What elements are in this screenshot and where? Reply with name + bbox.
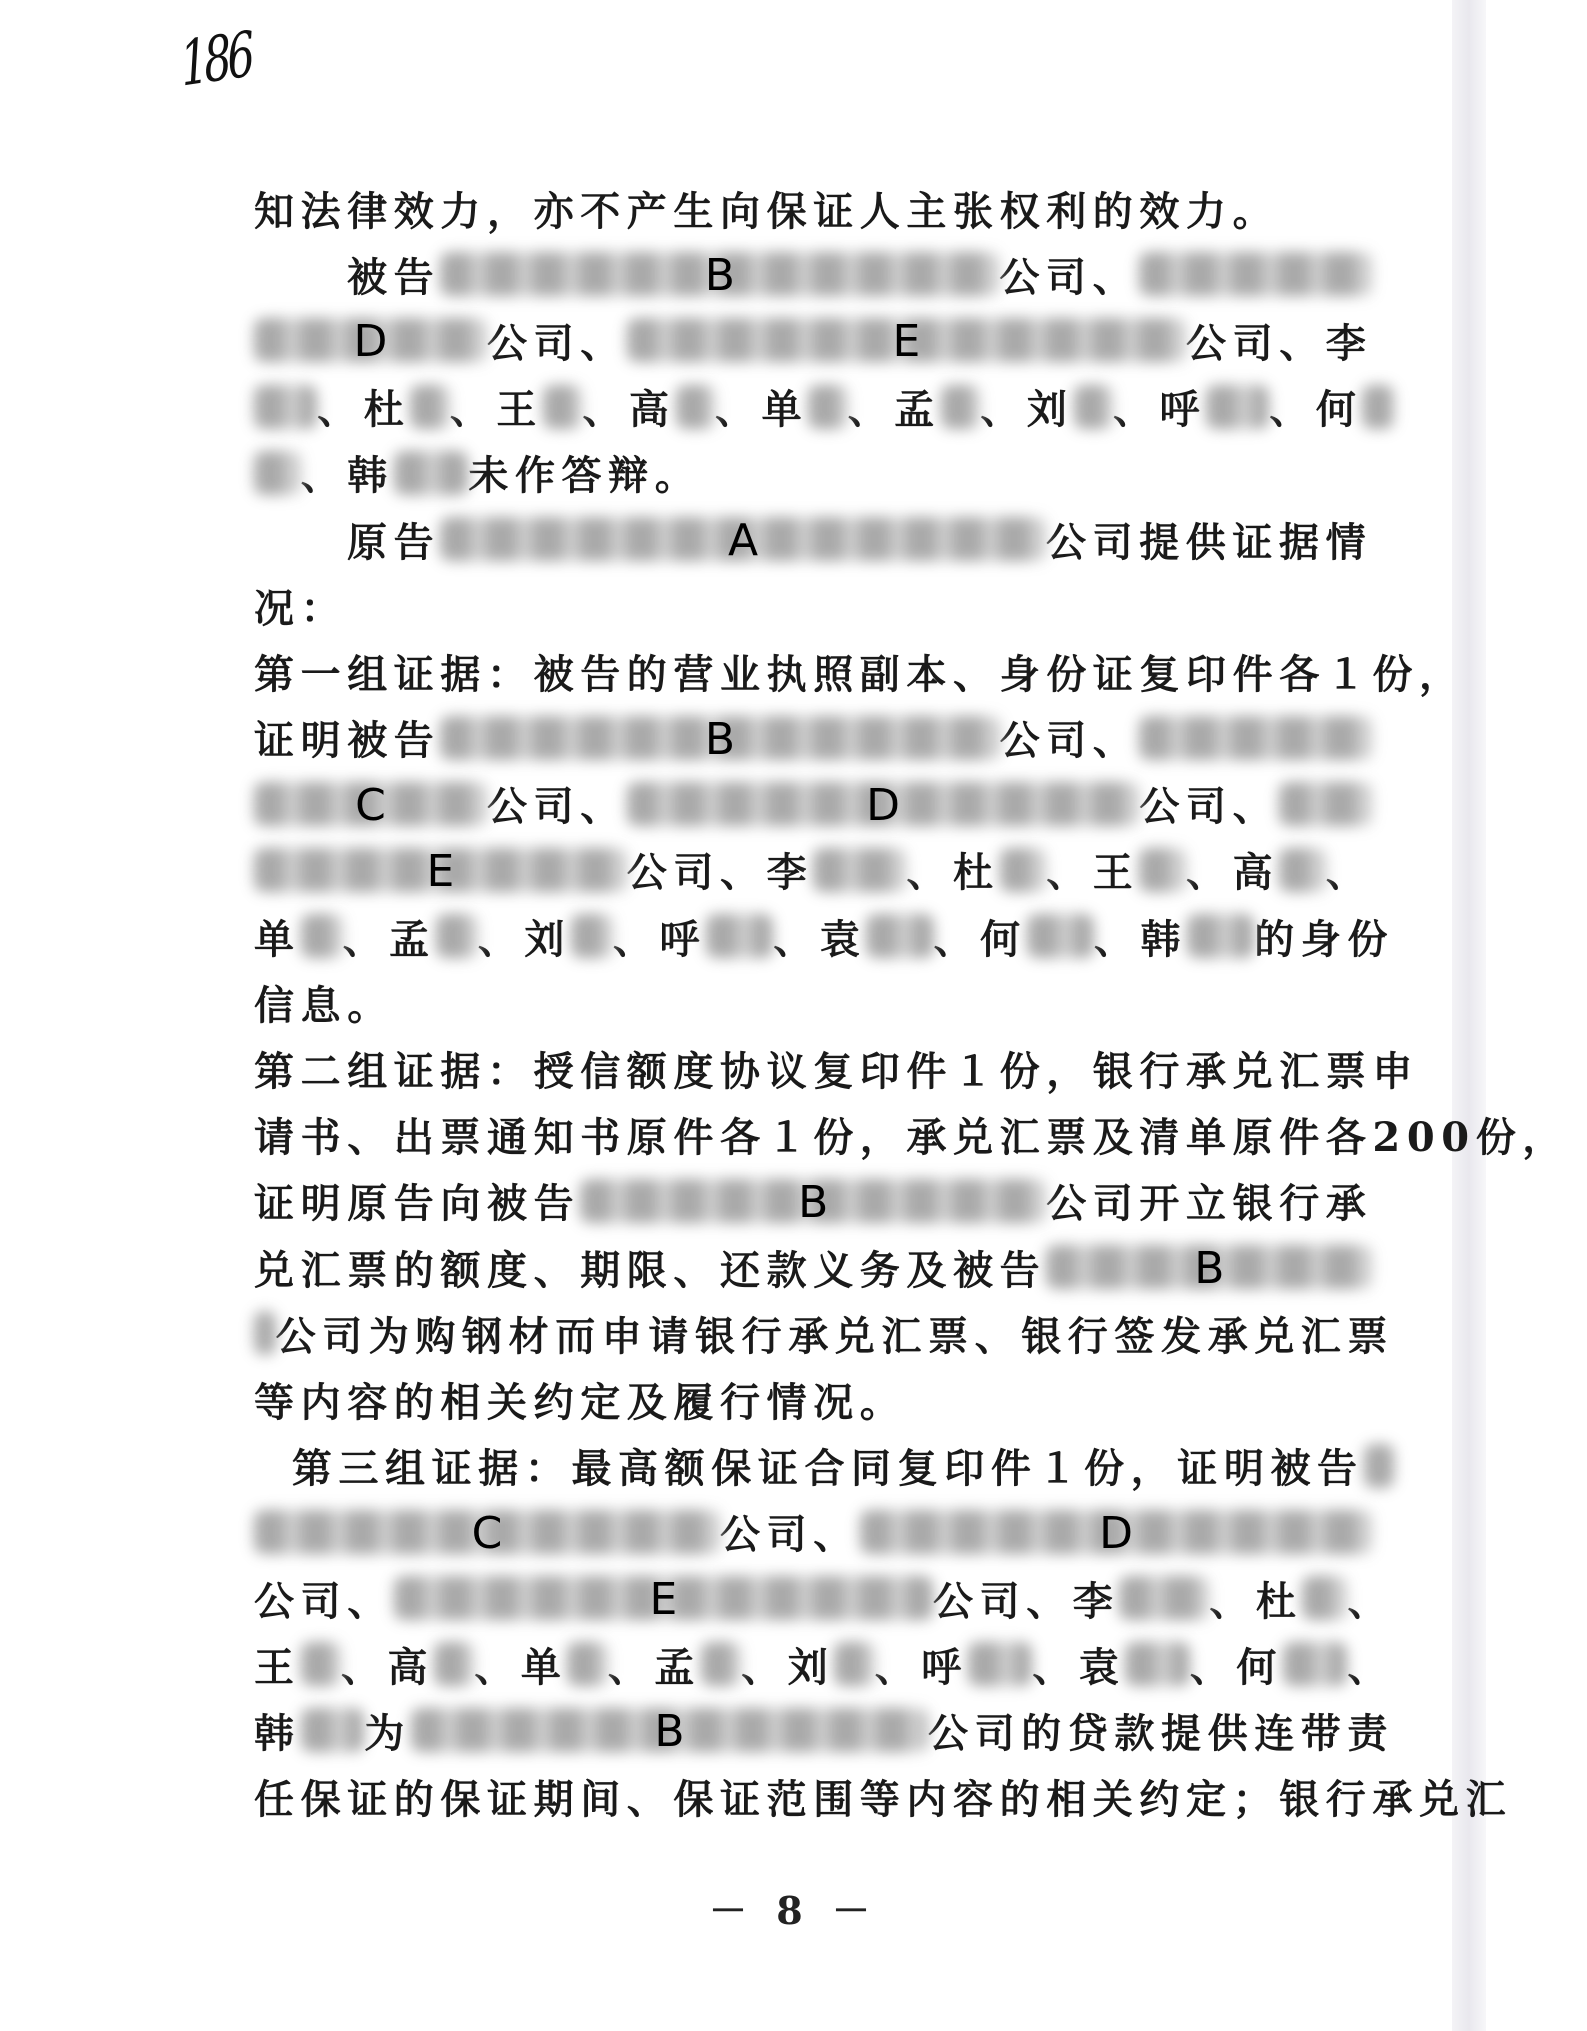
redacted-name	[1074, 385, 1113, 429]
redacted-name	[1139, 716, 1372, 760]
redacted-name	[254, 845, 627, 897]
text-line	[254, 175, 1394, 241]
entity-label: D	[1099, 1507, 1134, 1559]
text-segment: 、呼	[612, 915, 707, 963]
text-line	[254, 638, 1466, 704]
entity-label: E	[649, 1574, 678, 1626]
text-segment: 任保证的保证期间、保证范围等内容的相关约定；银行承兑汇	[254, 1776, 1513, 1824]
redaction-blur	[1362, 385, 1394, 429]
text-segment: 、袁	[1032, 1643, 1126, 1691]
text-line	[254, 506, 1394, 572]
text-segment: 知法律效力，亦不产生向保证人主张权利的效力。	[254, 187, 1280, 235]
text-segment: 第一组证据：被告的营业执照副本、身份证复印件各１份，	[254, 650, 1466, 698]
text-segment: 、刘	[741, 1643, 835, 1691]
redacted-name	[440, 250, 999, 302]
text-segment: 公司、	[999, 717, 1140, 765]
text-line	[254, 1764, 1513, 1830]
text-segment: 、高	[582, 386, 676, 434]
redaction-blur	[701, 1642, 741, 1686]
text-segment: 公司、李	[626, 849, 814, 897]
redacted-name	[1119, 1576, 1209, 1620]
text-line	[254, 1168, 1394, 1234]
text-segment: 、孟	[607, 1643, 701, 1691]
redacted-name	[254, 1311, 276, 1355]
redaction-blur	[254, 385, 317, 429]
text-segment: 、孟	[342, 915, 436, 963]
redacted-name	[1187, 914, 1254, 958]
entity-label: E	[892, 316, 921, 368]
redaction-blur	[676, 385, 715, 429]
redacted-name	[1279, 848, 1326, 892]
redacted-name	[301, 1708, 365, 1752]
text-segment: 证明被告	[254, 717, 441, 765]
text-line	[254, 1433, 1394, 1499]
redacted-name	[571, 914, 613, 958]
text-segment: 、何	[1269, 386, 1363, 434]
text-line	[254, 1366, 1394, 1432]
text-line	[254, 1565, 1394, 1631]
redaction-blur	[1000, 848, 1047, 892]
redaction-blur	[1119, 1576, 1209, 1620]
text-segment: 、杜	[317, 386, 411, 434]
redacted-name	[411, 1706, 928, 1758]
redaction-blur	[808, 385, 847, 429]
redaction-blur	[968, 1642, 1032, 1686]
redacted-name	[813, 848, 906, 892]
text-line	[254, 969, 1394, 1035]
redacted-name	[808, 385, 847, 429]
text-segment: 请书、出票通知书原件各１份，承兑汇票及清单原件各200份，	[254, 1114, 1569, 1162]
redaction-blur	[1139, 848, 1186, 892]
redaction-blur	[254, 1311, 276, 1355]
redacted-name	[1279, 782, 1372, 826]
text-segment: 公司、	[720, 1511, 860, 1559]
text-segment: 信息。	[254, 981, 394, 1029]
redacted-name	[1046, 1243, 1372, 1295]
text-segment: 兑汇票的额度、期限、还款义务及被告	[254, 1246, 1047, 1294]
redaction-blur	[866, 914, 933, 958]
redacted-name	[394, 1574, 933, 1626]
redaction-blur	[1364, 1444, 1394, 1488]
redaction-blur	[254, 451, 301, 495]
entity-label: A	[728, 515, 759, 567]
text-segment: 公司、	[487, 783, 627, 831]
text-segment: 未作答辩。	[468, 452, 702, 500]
redacted-name	[968, 1642, 1032, 1686]
text-segment: 证明原告向被告	[254, 1180, 581, 1228]
redaction-blur	[1279, 782, 1372, 826]
text-segment: 公司开立银行承	[1046, 1180, 1373, 1228]
redacted-name	[1125, 1642, 1189, 1686]
redaction-blur	[1027, 914, 1094, 958]
text-line	[254, 374, 1394, 440]
text-segment: 、韩	[1093, 915, 1188, 963]
text-segment: 、	[1347, 1577, 1394, 1625]
text-segment: 、何	[1189, 1643, 1283, 1691]
entity-label: D	[866, 779, 901, 831]
text-segment: 、韩	[300, 452, 394, 500]
text-line	[254, 771, 1394, 837]
redaction-blur	[394, 451, 469, 495]
redaction-blur	[543, 385, 582, 429]
redaction-blur	[567, 1642, 607, 1686]
text-segment: 公司、	[254, 1577, 394, 1625]
text-segment: 、杜	[1209, 1577, 1303, 1625]
text-line	[254, 1499, 1394, 1565]
text-line	[254, 440, 1394, 506]
entity-label: B	[654, 1706, 685, 1758]
redaction-blur	[1302, 1576, 1347, 1620]
text-line	[254, 1102, 1569, 1168]
redacted-name	[440, 713, 999, 765]
text-segment: 公司、	[487, 319, 627, 367]
redacted-name	[627, 316, 1186, 368]
entity-label: C	[355, 779, 386, 831]
redacted-name	[1027, 914, 1094, 958]
redacted-name	[434, 1642, 474, 1686]
text-segment: 、高	[340, 1643, 435, 1691]
document-body	[254, 175, 1569, 1830]
redaction-blur	[834, 1642, 874, 1686]
redacted-name	[1206, 385, 1269, 429]
redacted-name	[254, 779, 487, 831]
text-segment: 、袁	[773, 915, 867, 963]
text-line	[254, 572, 1394, 638]
redacted-name	[701, 1642, 741, 1686]
text-segment: 、王	[449, 386, 543, 434]
entity-label: B	[704, 713, 736, 765]
redaction-blur	[813, 848, 906, 892]
entity-label: D	[353, 316, 388, 368]
text-line	[254, 307, 1394, 373]
text-segment: 、刘	[477, 915, 571, 963]
text-segment: 、高	[1185, 849, 1280, 897]
text-segment: 王	[254, 1643, 301, 1691]
redacted-name	[410, 385, 449, 429]
redaction-blur	[706, 914, 773, 958]
redacted-name	[1362, 385, 1394, 429]
text-segment: 等内容的相关约定及履行情况。	[254, 1378, 907, 1426]
redaction-blur	[436, 914, 478, 958]
entity-label: B	[704, 250, 735, 302]
redaction-blur	[434, 1642, 474, 1686]
redaction-blur	[301, 914, 343, 958]
text-segment: 第二组证据：授信额度协议复印件１份，银行承兑汇票申	[254, 1048, 1419, 1096]
redacted-name	[834, 1642, 874, 1686]
text-line	[254, 705, 1394, 771]
text-segment: 公司、	[999, 253, 1140, 301]
redacted-name	[580, 1176, 1046, 1228]
redacted-name	[301, 914, 343, 958]
text-segment: 、	[1325, 849, 1373, 897]
page-number: － 8 －	[709, 1888, 878, 1933]
redacted-name	[254, 316, 487, 368]
text-segment: 公司、李	[1186, 319, 1373, 367]
text-segment: 的身份	[1254, 915, 1394, 963]
text-segment: 公司的贷款提供连带责	[928, 1709, 1394, 1757]
redacted-name	[866, 914, 933, 958]
handwritten-page-number: 186	[178, 17, 254, 101]
text-segment: 、单	[474, 1643, 568, 1691]
redacted-name	[1000, 848, 1047, 892]
text-segment: 、	[1347, 1643, 1394, 1691]
redacted-name	[254, 1507, 720, 1559]
redacted-name	[941, 385, 980, 429]
text-segment: 、呼	[1112, 386, 1207, 434]
text-line	[254, 1631, 1394, 1697]
redaction-blur	[1283, 1642, 1347, 1686]
text-segment: 、刘	[980, 386, 1074, 434]
entity-label: B	[798, 1176, 829, 1228]
redaction-blur	[1187, 914, 1254, 958]
text-segment: 、杜	[906, 849, 1000, 897]
text-segment: 韩	[254, 1709, 301, 1757]
text-segment: 为	[364, 1709, 411, 1757]
redacted-name	[567, 1642, 607, 1686]
redacted-name	[543, 385, 582, 429]
text-segment: 第三组证据：最高额保证合同复印件１份，证明被告	[291, 1445, 1364, 1493]
text-segment: 公司提供证据情	[1046, 518, 1373, 566]
text-line	[254, 1300, 1394, 1366]
text-line	[254, 241, 1394, 307]
redaction-blur	[1139, 716, 1372, 760]
text-line	[254, 1234, 1394, 1300]
redacted-name	[860, 1507, 1373, 1559]
text-line	[254, 1035, 1419, 1101]
redacted-name	[1283, 1642, 1347, 1686]
text-segment: 被告	[347, 253, 441, 301]
text-segment: 、孟	[847, 386, 941, 434]
redacted-name	[1139, 252, 1372, 296]
redaction-blur	[301, 1708, 365, 1752]
redacted-name	[676, 385, 715, 429]
text-segment: 、单	[715, 386, 809, 434]
redacted-name	[706, 914, 773, 958]
text-line	[254, 903, 1394, 969]
redacted-name	[627, 779, 1140, 831]
redaction-blur	[1139, 252, 1372, 296]
redacted-name	[301, 1642, 341, 1686]
redacted-name	[440, 515, 1046, 567]
redacted-name	[436, 914, 478, 958]
text-segment: 、王	[1046, 849, 1140, 897]
redaction-blur	[301, 1642, 341, 1686]
text-line	[254, 837, 1394, 903]
redacted-name	[1364, 1444, 1394, 1488]
entity-label: C	[471, 1507, 503, 1559]
text-segment: 单	[254, 915, 301, 963]
redacted-name	[394, 451, 469, 495]
entity-label: B	[1194, 1243, 1225, 1295]
redacted-name	[254, 451, 301, 495]
redacted-name	[254, 385, 317, 429]
text-segment: 公司、	[1139, 783, 1280, 831]
redaction-blur	[941, 385, 980, 429]
text-segment: 、何	[933, 915, 1027, 963]
entity-label: E	[426, 845, 455, 897]
text-segment: 、呼	[874, 1643, 968, 1691]
text-line	[254, 1697, 1394, 1763]
redaction-blur	[1206, 385, 1269, 429]
redacted-name	[1139, 848, 1186, 892]
page-edge-shadow	[1452, 0, 1486, 2031]
text-segment: 况：	[254, 584, 348, 632]
text-segment: 公司为购钢材而申请银行承兑汇票、银行签发承兑汇票	[275, 1312, 1394, 1360]
redaction-blur	[1125, 1642, 1189, 1686]
redaction-blur	[1279, 848, 1326, 892]
redaction-blur	[571, 914, 613, 958]
redaction-blur	[1074, 385, 1113, 429]
redaction-blur	[410, 385, 449, 429]
text-segment: 原告	[347, 518, 441, 566]
text-segment: 公司、李	[933, 1577, 1120, 1625]
redacted-name	[1302, 1576, 1347, 1620]
